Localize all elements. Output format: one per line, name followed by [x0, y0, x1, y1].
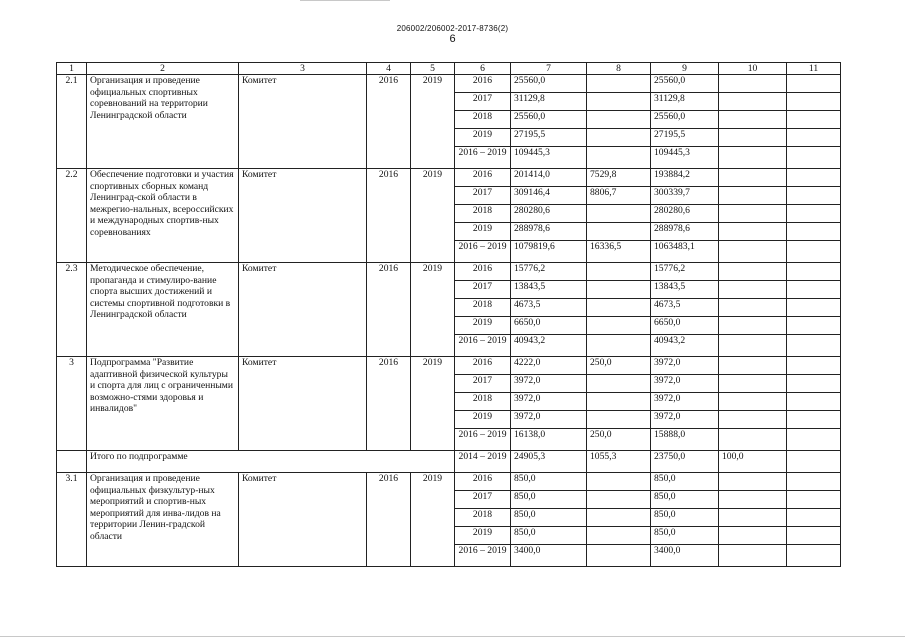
- total-cell: 3972,0: [511, 393, 587, 411]
- federal-cell: [587, 263, 651, 281]
- column-header: 1: [57, 63, 87, 75]
- year-cell: 2016 – 2019: [455, 429, 511, 451]
- year-cell: 2018: [455, 393, 511, 411]
- total-cell: 850,0: [511, 509, 587, 527]
- local-cell: [719, 527, 787, 545]
- federal-cell: 8806,7: [587, 187, 651, 205]
- other-cell: [787, 335, 841, 357]
- other-cell: [787, 169, 841, 187]
- table-row: [57, 357, 841, 375]
- item-start-year: 2016: [367, 169, 411, 263]
- other-cell: [787, 527, 841, 545]
- year-cell: 2019: [455, 317, 511, 335]
- local-cell: [719, 205, 787, 223]
- column-header: 8: [587, 63, 651, 75]
- year-cell: 2016 – 2019: [455, 335, 511, 357]
- federal-cell: 250,0: [587, 429, 651, 451]
- column-header-row: [57, 63, 841, 75]
- item-name: Обеспечение подготовки и участия спортивных сборных команд Ленинград-ской области в межрегио-нальных, всероссийских и международных спортив-ных соревнованиях: [87, 169, 239, 263]
- item-executor: Комитет: [239, 169, 367, 263]
- federal-cell: [587, 393, 651, 411]
- local-cell: [719, 357, 787, 375]
- item-name: Подпрограмма "Развитие адаптивной физической культуры и спорта для лиц с ограниченными возможно-стями здоровья и инвалидов": [87, 357, 239, 451]
- regional-cell: 300339,7: [651, 187, 719, 205]
- federal-cell: [587, 491, 651, 509]
- local-cell: [719, 491, 787, 509]
- federal-cell: [587, 129, 651, 147]
- local-cell: [719, 93, 787, 111]
- other-cell: [787, 393, 841, 411]
- total-cell: 4673,5: [511, 299, 587, 317]
- local-cell: [719, 129, 787, 147]
- local-cell: [719, 393, 787, 411]
- item-end-year: 2019: [411, 263, 455, 357]
- year-cell: 2017: [455, 491, 511, 509]
- other-cell: [787, 205, 841, 223]
- item-name: Организация и проведение официальных спортивных соревнований на территории Ленинградской области: [87, 75, 239, 169]
- total-cell: 6650,0: [511, 317, 587, 335]
- other-cell: [787, 473, 841, 491]
- year-cell: 2016 – 2019: [455, 545, 511, 567]
- federal-cell: [587, 205, 651, 223]
- item-start-year: 2016: [367, 263, 411, 357]
- regional-cell: 850,0: [651, 473, 719, 491]
- federal-cell: 16336,5: [587, 241, 651, 263]
- federal-cell: [587, 299, 651, 317]
- total-cell: 31129,8: [511, 93, 587, 111]
- year-cell: 2016: [455, 75, 511, 93]
- table-row: [57, 473, 841, 491]
- scan-artifact-bottom: [0, 636, 905, 637]
- federal-cell: [587, 473, 651, 491]
- local-cell: [719, 411, 787, 429]
- total-cell: 25560,0: [511, 111, 587, 129]
- local-cell: [719, 263, 787, 281]
- table-body: [57, 63, 841, 567]
- total-cell: 850,0: [511, 491, 587, 509]
- regional-cell: 3972,0: [651, 357, 719, 375]
- total-cell: 3972,0: [511, 411, 587, 429]
- regional-cell: 109445,3: [651, 147, 719, 169]
- other-cell: [787, 111, 841, 129]
- item-number: 3.1: [57, 473, 87, 567]
- year-cell: 2016: [455, 169, 511, 187]
- item-name: Методическое обеспечение, пропаганда и стимулиро-вание спорта высших достижений и системы спортивной подготовки в Ленинградской области: [87, 263, 239, 357]
- year-cell: 2018: [455, 205, 511, 223]
- year-cell: 2017: [455, 93, 511, 111]
- regional-cell: 27195,5: [651, 129, 719, 147]
- year-cell: 2016 – 2019: [455, 241, 511, 263]
- item-end-year: 2019: [411, 75, 455, 169]
- federal-cell: [587, 509, 651, 527]
- other-cell: [787, 129, 841, 147]
- total-cell: 850,0: [511, 527, 587, 545]
- regional-cell: 288978,6: [651, 223, 719, 241]
- federal-cell: 1055,3: [587, 451, 651, 473]
- other-cell: [787, 317, 841, 335]
- year-cell: 2019: [455, 223, 511, 241]
- regional-cell: 1063483,1: [651, 241, 719, 263]
- other-cell: [787, 451, 841, 473]
- total-cell: 24905,3: [511, 451, 587, 473]
- regional-cell: 15888,0: [651, 429, 719, 451]
- item-number: 2.3: [57, 263, 87, 357]
- federal-cell: [587, 93, 651, 111]
- item-number: 3: [57, 357, 87, 451]
- item-end-year: 2019: [411, 169, 455, 263]
- local-cell: [719, 223, 787, 241]
- other-cell: [787, 263, 841, 281]
- year-cell: 2019: [455, 411, 511, 429]
- subtotal-label: Итого по подпрограмме: [87, 451, 455, 473]
- total-cell: 27195,5: [511, 129, 587, 147]
- table-cell: [57, 451, 87, 473]
- total-cell: 15776,2: [511, 263, 587, 281]
- regional-cell: 850,0: [651, 527, 719, 545]
- column-header: 11: [787, 63, 841, 75]
- federal-cell: 250,0: [587, 357, 651, 375]
- other-cell: [787, 187, 841, 205]
- other-cell: [787, 545, 841, 567]
- local-cell: [719, 169, 787, 187]
- item-executor: Комитет: [239, 75, 367, 169]
- regional-cell: 3972,0: [651, 411, 719, 429]
- item-start-year: 2016: [367, 75, 411, 169]
- federal-cell: 7529,8: [587, 169, 651, 187]
- other-cell: [787, 411, 841, 429]
- year-cell: 2016 – 2019: [455, 147, 511, 169]
- local-cell: [719, 375, 787, 393]
- year-cell: 2018: [455, 111, 511, 129]
- column-header: 10: [719, 63, 787, 75]
- local-cell: [719, 147, 787, 169]
- other-cell: [787, 147, 841, 169]
- budget-table: [56, 62, 841, 567]
- federal-cell: [587, 147, 651, 169]
- local-cell: [719, 509, 787, 527]
- subtotal-row: [57, 451, 841, 473]
- federal-cell: [587, 111, 651, 129]
- year-cell: 2016: [455, 473, 511, 491]
- local-cell: 100,0: [719, 451, 787, 473]
- document-id: 206002/206002-2017-8736(2): [396, 24, 509, 33]
- regional-cell: 3972,0: [651, 393, 719, 411]
- local-cell: [719, 473, 787, 491]
- total-cell: 850,0: [511, 473, 587, 491]
- year-cell: 2017: [455, 281, 511, 299]
- year-cell: 2017: [455, 375, 511, 393]
- local-cell: [719, 335, 787, 357]
- total-cell: 280280,6: [511, 205, 587, 223]
- year-cell: 2018: [455, 299, 511, 317]
- column-header: 9: [651, 63, 719, 75]
- local-cell: [719, 187, 787, 205]
- other-cell: [787, 299, 841, 317]
- other-cell: [787, 429, 841, 451]
- total-cell: 13843,5: [511, 281, 587, 299]
- regional-cell: 3400,0: [651, 545, 719, 567]
- other-cell: [787, 75, 841, 93]
- total-cell: 1079819,6: [511, 241, 587, 263]
- total-cell: 3972,0: [511, 375, 587, 393]
- item-number: 2.1: [57, 75, 87, 169]
- total-cell: 25560,0: [511, 75, 587, 93]
- regional-cell: 15776,2: [651, 263, 719, 281]
- regional-cell: 13843,5: [651, 281, 719, 299]
- table-row: [57, 75, 841, 93]
- local-cell: [719, 281, 787, 299]
- item-end-year: 2019: [411, 473, 455, 567]
- column-header: 7: [511, 63, 587, 75]
- item-number: 2.2: [57, 169, 87, 263]
- column-header: 2: [87, 63, 239, 75]
- total-cell: 16138,0: [511, 429, 587, 451]
- regional-cell: 31129,8: [651, 93, 719, 111]
- other-cell: [787, 491, 841, 509]
- page-number: 6: [449, 33, 456, 45]
- local-cell: [719, 317, 787, 335]
- federal-cell: [587, 527, 651, 545]
- federal-cell: [587, 281, 651, 299]
- year-cell: 2018: [455, 509, 511, 527]
- total-cell: 109445,3: [511, 147, 587, 169]
- year-cell: 2019: [455, 129, 511, 147]
- regional-cell: 25560,0: [651, 111, 719, 129]
- table-row: [57, 169, 841, 187]
- local-cell: [719, 429, 787, 451]
- column-header: 3: [239, 63, 367, 75]
- item-start-year: 2016: [367, 357, 411, 451]
- federal-cell: [587, 75, 651, 93]
- year-cell: 2016: [455, 263, 511, 281]
- total-cell: 3400,0: [511, 545, 587, 567]
- local-cell: [719, 545, 787, 567]
- total-cell: 288978,6: [511, 223, 587, 241]
- regional-cell: 40943,2: [651, 335, 719, 357]
- year-cell: 2019: [455, 527, 511, 545]
- federal-cell: [587, 375, 651, 393]
- regional-cell: 25560,0: [651, 75, 719, 93]
- other-cell: [787, 281, 841, 299]
- regional-cell: 6650,0: [651, 317, 719, 335]
- local-cell: [719, 75, 787, 93]
- federal-cell: [587, 545, 651, 567]
- column-header: 6: [455, 63, 511, 75]
- item-executor: Комитет: [239, 357, 367, 451]
- federal-cell: [587, 317, 651, 335]
- local-cell: [719, 111, 787, 129]
- other-cell: [787, 357, 841, 375]
- other-cell: [787, 509, 841, 527]
- regional-cell: 850,0: [651, 509, 719, 527]
- year-cell: 2017: [455, 187, 511, 205]
- regional-cell: 193884,2: [651, 169, 719, 187]
- other-cell: [787, 241, 841, 263]
- regional-cell: 23750,0: [651, 451, 719, 473]
- local-cell: [719, 299, 787, 317]
- local-cell: [719, 241, 787, 263]
- regional-cell: 280280,6: [651, 205, 719, 223]
- item-start-year: 2016: [367, 473, 411, 567]
- item-executor: Комитет: [239, 263, 367, 357]
- total-cell: 4222,0: [511, 357, 587, 375]
- other-cell: [787, 223, 841, 241]
- item-name: Организация и проведение официальных физкультур-ных мероприятий и спортив-ных мероприятий для инва-лидов на территории Ленин-градской области: [87, 473, 239, 567]
- year-cell: 2014 – 2019: [455, 451, 511, 473]
- total-cell: 201414,0: [511, 169, 587, 187]
- federal-cell: [587, 411, 651, 429]
- other-cell: [787, 93, 841, 111]
- federal-cell: [587, 335, 651, 357]
- year-cell: 2016: [455, 357, 511, 375]
- column-header: 4: [367, 63, 411, 75]
- total-cell: 40943,2: [511, 335, 587, 357]
- total-cell: 309146,4: [511, 187, 587, 205]
- scan-artifact-top: [300, 0, 390, 1]
- regional-cell: 850,0: [651, 491, 719, 509]
- column-header: 5: [411, 63, 455, 75]
- other-cell: [787, 375, 841, 393]
- table-row: [57, 263, 841, 281]
- federal-cell: [587, 223, 651, 241]
- item-executor: Комитет: [239, 473, 367, 567]
- regional-cell: 4673,5: [651, 299, 719, 317]
- item-end-year: 2019: [411, 357, 455, 451]
- regional-cell: 3972,0: [651, 375, 719, 393]
